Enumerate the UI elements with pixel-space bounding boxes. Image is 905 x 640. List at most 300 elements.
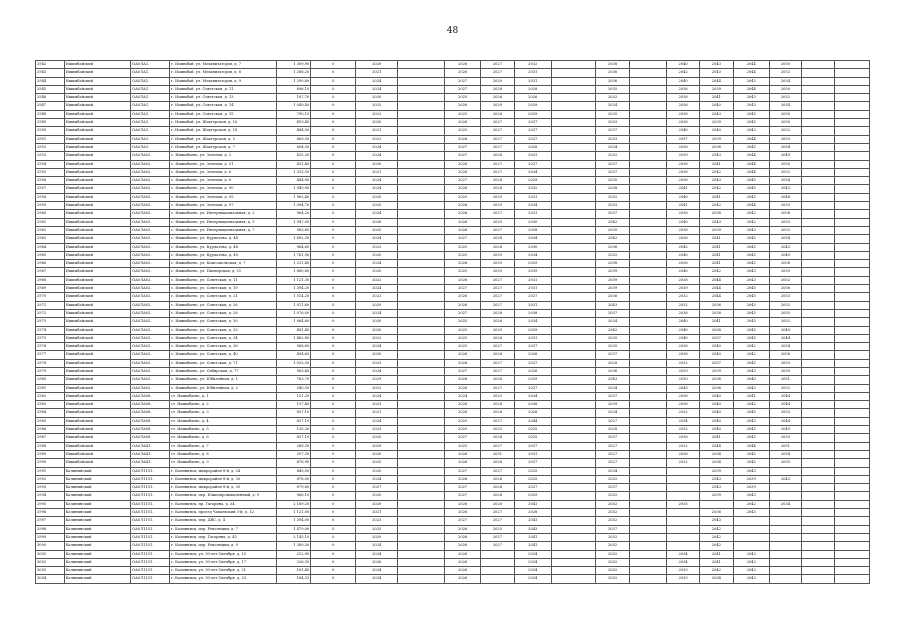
table-cell: 0: [311, 301, 356, 309]
table-cell: [835, 85, 870, 93]
table-cell: [802, 143, 835, 151]
table-cell: 2039: [700, 85, 734, 93]
table-cell: [733, 533, 769, 541]
table-cell: 2980: [36, 376, 65, 384]
table-row: [36, 359, 870, 367]
table-cell: [398, 343, 445, 351]
table-cell: 2948: [36, 110, 65, 118]
table-cell: 2043: [769, 475, 802, 483]
table-cell: [398, 484, 445, 492]
table-cell: 2044: [733, 135, 769, 143]
table-cell: [551, 94, 595, 102]
table-cell: [398, 351, 445, 359]
table-cell: 2043: [700, 69, 734, 77]
table-cell: с. Ишимбаево, ул. Зеленая, д. 95: [170, 193, 277, 201]
table-cell: г. Ишимбай, ул. Механизаторов, д. 9: [170, 77, 277, 85]
table-cell: 2037: [595, 160, 630, 168]
table-cell: 2968: [36, 276, 65, 284]
table-row: [36, 160, 870, 168]
table-row: [36, 251, 870, 259]
table-cell: 2054: [769, 450, 802, 458]
table-cell: [630, 152, 667, 160]
table-cell: 1 394,20: [277, 285, 311, 293]
table-cell: 2026: [481, 500, 515, 508]
table-cell: [835, 442, 870, 450]
table-cell: 2029: [514, 102, 551, 110]
table-cell: с. Ишимбаево, ул. Советская, д. 26: [170, 301, 277, 309]
table-cell: 2039: [595, 268, 630, 276]
table-cell: [630, 450, 667, 458]
table-cell: с. Ишимбаево, ул. Зеленая, д. 8: [170, 177, 277, 185]
table-cell: 669,30: [277, 135, 311, 143]
table-cell: 2025: [445, 442, 481, 450]
table-cell: [630, 351, 667, 359]
table-cell: [630, 85, 667, 93]
table-cell: [802, 152, 835, 160]
table-cell: Ишимбайский: [64, 102, 131, 110]
table-cell: [630, 110, 667, 118]
table-cell: 2045: [733, 193, 769, 201]
table-cell: 2045: [733, 251, 769, 259]
table-cell: [551, 434, 595, 442]
table-cell: [551, 85, 595, 93]
table-cell: [835, 450, 870, 458]
table-cell: [398, 260, 445, 268]
table-cell: 2973: [36, 318, 65, 326]
table-cell: [769, 542, 802, 550]
table-cell: [551, 351, 595, 359]
table-cell: 2026: [481, 376, 515, 384]
table-cell: [630, 119, 667, 127]
table-cell: 2028: [514, 509, 551, 517]
table-cell: [733, 517, 769, 525]
table-cell: [835, 235, 870, 243]
table-cell: 2027: [445, 285, 481, 293]
table-cell: [802, 251, 835, 259]
table-cell: [769, 467, 802, 475]
table-cell: 0: [311, 318, 356, 326]
table-cell: 2026: [445, 276, 481, 284]
table-cell: 0: [311, 475, 356, 483]
table-cell: ОА0Л1101.: [131, 525, 170, 533]
table-cell: [835, 318, 870, 326]
table-cell: 2042: [700, 533, 734, 541]
table-cell: ОА0Л1101.: [131, 500, 170, 508]
table-cell: 2026: [445, 376, 481, 384]
table-cell: 0: [311, 334, 356, 342]
table-cell: 2027: [481, 69, 515, 77]
table-cell: Ишимбайский: [64, 309, 131, 317]
table-cell: 2053: [769, 434, 802, 442]
table-cell: 2049: [769, 426, 802, 434]
table-cell: [802, 426, 835, 434]
table-row: [36, 218, 870, 226]
table-cell: [802, 260, 835, 268]
table-cell: 2029: [481, 260, 515, 268]
table-cell: 2042: [595, 235, 630, 243]
table-cell: 2042: [700, 168, 734, 176]
table-cell: 2031: [514, 152, 551, 160]
table-cell: с. Ишимбаево, ул. Сибирская, д. 77: [170, 367, 277, 375]
table-cell: 2042: [667, 69, 700, 77]
table-cell: 2032: [667, 293, 700, 301]
table-cell: 2033: [595, 119, 630, 127]
table-cell: ОА0ЛА02.: [131, 326, 170, 334]
table-cell: [667, 509, 700, 517]
table-cell: [398, 243, 445, 251]
table-cell: ст. Ишимбаево, д. 1: [170, 392, 277, 400]
table-row: [36, 567, 870, 575]
table-cell: 2032: [595, 567, 630, 575]
table-cell: [630, 168, 667, 176]
table-cell: 837,10: [277, 434, 311, 442]
table-cell: 2045: [733, 326, 769, 334]
table-cell: 2991: [36, 467, 65, 475]
table-cell: с. Ишимбаево, ул. Советская, д. 30: [170, 318, 277, 326]
table-cell: 2027: [481, 135, 515, 143]
table-cell: 0: [311, 293, 356, 301]
table-cell: [630, 143, 667, 151]
table-cell: [630, 376, 667, 384]
table-cell: [802, 484, 835, 492]
table-cell: 2028: [514, 226, 551, 234]
table-cell: 431,40: [277, 160, 311, 168]
table-cell: 540,30: [277, 384, 311, 392]
table-cell: [835, 185, 870, 193]
table-row: [36, 367, 870, 375]
table-cell: 2042: [733, 218, 769, 226]
table-cell: 2024: [514, 550, 551, 558]
table-cell: 2024: [356, 235, 398, 243]
table-cell: [398, 85, 445, 93]
table-cell: [835, 119, 870, 127]
table-cell: 2026: [445, 509, 481, 517]
table-cell: 2025: [514, 475, 551, 483]
table-cell: 2029: [514, 326, 551, 334]
table-cell: [835, 61, 870, 69]
table-cell: [551, 235, 595, 243]
table-cell: [835, 367, 870, 375]
table-cell: 2032: [595, 193, 630, 201]
table-cell: 2040: [700, 102, 734, 110]
table-cell: [398, 309, 445, 317]
table-cell: Ишимбайский: [64, 359, 131, 367]
table-cell: 0: [311, 185, 356, 193]
table-cell: 2026: [445, 218, 481, 226]
table-cell: 2043: [733, 417, 769, 425]
table-cell: [551, 558, 595, 566]
table-cell: ОА0ЛА41.: [131, 459, 170, 467]
table-cell: 968,60: [277, 343, 311, 351]
table-cell: 435,20: [277, 152, 311, 160]
table-cell: 2027: [481, 293, 515, 301]
table-cell: [481, 550, 515, 558]
table-cell: [630, 384, 667, 392]
table-cell: [835, 94, 870, 102]
table-cell: 0: [311, 127, 356, 135]
table-cell: 2043: [733, 276, 769, 284]
table-cell: 2036: [514, 401, 551, 409]
table-cell: 2043: [733, 102, 769, 110]
table-cell: г. Ишимбай, ул. Шахтерская, д. 16: [170, 119, 277, 127]
table-cell: 2053: [769, 135, 802, 143]
table-cell: 0: [311, 500, 356, 508]
table-cell: 2999: [36, 533, 65, 541]
table-cell: Ишимбайский: [64, 226, 131, 234]
table-cell: 2027: [514, 484, 551, 492]
table-cell: 2020: [356, 326, 398, 334]
table-cell: ОА0ЛА02.: [131, 367, 170, 375]
table-cell: [398, 434, 445, 442]
table-cell: 2960: [36, 210, 65, 218]
table-cell: 2054: [769, 102, 802, 110]
table-cell: 2028: [481, 85, 515, 93]
table-cell: 2044: [700, 285, 734, 293]
table-cell: 2026: [481, 351, 515, 359]
table-cell: 184,33: [277, 575, 311, 583]
table-cell: 2039: [700, 467, 734, 475]
table-cell: 2026: [445, 102, 481, 110]
table-cell: 2039: [700, 135, 734, 143]
table-cell: ОА0ЛА02.: [131, 351, 170, 359]
table-cell: 2027: [481, 160, 515, 168]
table-cell: 2993: [36, 484, 65, 492]
table-row: [36, 459, 870, 467]
table-cell: 2026: [445, 384, 481, 392]
table-cell: 2026: [445, 401, 481, 409]
table-cell: 2040: [667, 268, 700, 276]
table-cell: [630, 367, 667, 375]
table-cell: 2036: [667, 235, 700, 243]
table-cell: ОА0ЛА02.: [131, 384, 170, 392]
table-cell: 2027: [445, 309, 481, 317]
table-cell: 2027: [481, 143, 515, 151]
table-cell: [769, 558, 802, 566]
table-cell: 1 514,20: [277, 293, 311, 301]
table-cell: с. Ишимбаево, ул. Зеленая, д. 51: [170, 160, 277, 168]
table-cell: Ишимбайский: [64, 69, 131, 77]
table-cell: ОА0Л1101.: [131, 550, 170, 558]
table-cell: 2040: [700, 127, 734, 135]
table-cell: [835, 268, 870, 276]
table-cell: 2034: [514, 251, 551, 259]
table-cell: 2027: [514, 384, 551, 392]
page-number: 48: [446, 26, 459, 36]
table-cell: [630, 517, 667, 525]
table-cell: 896,10: [277, 85, 311, 93]
table-cell: [835, 177, 870, 185]
table-cell: 2042: [733, 401, 769, 409]
table-cell: [802, 417, 835, 425]
table-cell: 2026: [445, 525, 481, 533]
table-cell: [551, 309, 595, 317]
table-cell: 2025: [445, 243, 481, 251]
table-cell: 2029: [667, 367, 700, 375]
table-cell: [398, 119, 445, 127]
table-cell: 2945: [36, 85, 65, 93]
table-cell: с. Ишимбаево, ул. Зеленая, д. 2: [170, 152, 277, 160]
table-cell: 2975: [36, 334, 65, 342]
table-cell: [398, 533, 445, 541]
table-cell: [630, 343, 667, 351]
table-cell: 2963: [36, 235, 65, 243]
table-cell: [630, 226, 667, 234]
table-cell: ОА0Л1101.: [131, 558, 170, 566]
table-cell: с. Ишимбаево, ул. Советская, д. 40: [170, 351, 277, 359]
table-cell: 2041: [700, 235, 734, 243]
table-cell: [630, 177, 667, 185]
table-cell: 2039: [595, 276, 630, 284]
table-cell: [733, 542, 769, 550]
table-cell: [398, 359, 445, 367]
table-row: [36, 226, 870, 234]
table-cell: 2953: [36, 152, 65, 160]
table-cell: [398, 575, 445, 583]
table-cell: 0: [311, 392, 356, 400]
table-cell: 0: [311, 309, 356, 317]
table-cell: [802, 434, 835, 442]
table-cell: [802, 85, 835, 93]
table-cell: г. Калининск, ул. 30-лет Октября, д. 23: [170, 575, 277, 583]
table-cell: 2026: [445, 185, 481, 193]
table-cell: 2055: [769, 309, 802, 317]
table-cell: ОА0ЛА08.: [131, 401, 170, 409]
table-cell: с. Ишимбаево, ул. Юбилейная, д. 1: [170, 376, 277, 384]
table-cell: 2052: [769, 276, 802, 284]
table-cell: 2034: [700, 450, 734, 458]
table-cell: [802, 334, 835, 342]
table-cell: 2025: [356, 102, 398, 110]
table-cell: [398, 285, 445, 293]
table-cell: 0: [311, 376, 356, 384]
table-cell: 2054: [769, 77, 802, 85]
table-cell: 2028: [481, 177, 515, 185]
table-cell: 2028: [481, 152, 515, 160]
table-cell: 2026: [445, 500, 481, 508]
table-cell: [398, 500, 445, 508]
table-cell: ОА0ЛА02.: [131, 285, 170, 293]
table-cell: 2039: [700, 367, 734, 375]
table-cell: [835, 110, 870, 118]
table-cell: 2042: [700, 525, 734, 533]
table-cell: 2025: [481, 392, 515, 400]
table-cell: 2028: [481, 243, 515, 251]
table-cell: [398, 525, 445, 533]
table-cell: [398, 276, 445, 284]
table-cell: [835, 285, 870, 293]
table-cell: 0: [311, 135, 356, 143]
table-cell: 2034: [667, 550, 700, 558]
table-cell: 2021: [356, 127, 398, 135]
table-cell: 2044: [769, 334, 802, 342]
table-cell: Ишимбайский: [64, 459, 131, 467]
table-cell: 2026: [445, 409, 481, 417]
table-cell: [398, 334, 445, 342]
table-cell: [835, 492, 870, 500]
table-cell: 2040: [667, 218, 700, 226]
table-cell: ОА0ЛА1.: [131, 61, 170, 69]
table-cell: 2032: [595, 475, 630, 483]
table-cell: 2045: [733, 177, 769, 185]
table-cell: ОА0ЛА1.: [131, 94, 170, 102]
table-cell: 2036: [667, 177, 700, 185]
table-cell: [630, 69, 667, 77]
table-cell: ОА0ЛА1.: [131, 77, 170, 85]
table-cell: 2990: [36, 459, 65, 467]
table-cell: г. Ишимбай, ул. Шахтерская, д. 7: [170, 143, 277, 151]
table-cell: 2037: [700, 334, 734, 342]
table-cell: 2027: [514, 135, 551, 143]
table-cell: 2942: [36, 61, 65, 69]
table-cell: [835, 309, 870, 317]
table-cell: 2025: [445, 343, 481, 351]
table-cell: 2026: [445, 168, 481, 176]
table-cell: 2025: [445, 110, 481, 118]
table-cell: 2056: [769, 351, 802, 359]
table-cell: 604,30: [277, 143, 311, 151]
table-cell: г. Ишимбай, ул. Советская, д. 11: [170, 85, 277, 93]
table-cell: Ишимбайский: [64, 168, 131, 176]
table-cell: г. Калининск, пер. ДВС, д. 4: [170, 517, 277, 525]
table-cell: 2026: [514, 94, 551, 102]
table-cell: Ишимбайский: [64, 326, 131, 334]
table-cell: 2032: [667, 301, 700, 309]
table-cell: 2027: [356, 484, 398, 492]
table-cell: 0: [311, 459, 356, 467]
table-cell: Ишимбайский: [64, 268, 131, 276]
table-row: [36, 475, 870, 483]
table-cell: 2042: [733, 351, 769, 359]
table-cell: 2052: [769, 226, 802, 234]
table-cell: 0: [311, 401, 356, 409]
table-cell: 0: [311, 94, 356, 102]
table-cell: [802, 343, 835, 351]
table-cell: 2041: [700, 434, 734, 442]
table-cell: 2957: [36, 185, 65, 193]
table-cell: ОА0Л1101.: [131, 533, 170, 541]
table-cell: 2053: [769, 409, 802, 417]
table-cell: [835, 334, 870, 342]
table-cell: 837,10: [277, 417, 311, 425]
table-cell: [398, 376, 445, 384]
table-cell: [630, 185, 667, 193]
table-cell: 1 011,60: [277, 301, 311, 309]
table-cell: 2034: [514, 318, 551, 326]
table-cell: ОА0ЛА08.: [131, 434, 170, 442]
table-cell: [802, 367, 835, 375]
table-cell: [802, 376, 835, 384]
table-cell: 2041: [700, 260, 734, 268]
table-cell: [802, 533, 835, 541]
table-cell: г. Калининск, пер. Революции, д. 7: [170, 525, 277, 533]
table-cell: ОА0ЛА02.: [131, 343, 170, 351]
table-cell: 2032: [667, 409, 700, 417]
table-cell: [551, 243, 595, 251]
table-cell: ОА0ЛА02.: [131, 210, 170, 218]
table-cell: 1 076,00: [277, 309, 311, 317]
table-cell: с. Ишимбаево, ул. Зеленая, д. 6: [170, 168, 277, 176]
table-cell: [802, 160, 835, 168]
table-cell: ОА0ЛА02.: [131, 309, 170, 317]
table-cell: [551, 127, 595, 135]
table-cell: 2043: [700, 152, 734, 160]
table-cell: 2034: [667, 417, 700, 425]
table-cell: г. Калининск, пер. Южнопромышленный, д. 9: [170, 492, 277, 500]
table-cell: 2036: [595, 243, 630, 251]
table-cell: 2979: [36, 367, 65, 375]
table-cell: 2024: [514, 567, 551, 575]
table-cell: 2029: [514, 110, 551, 118]
